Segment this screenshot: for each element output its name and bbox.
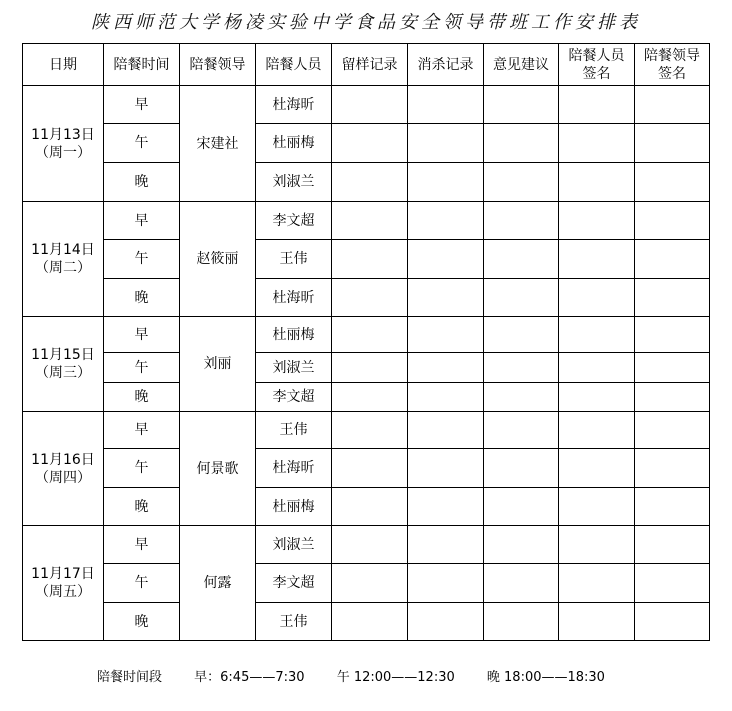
staff-cell: 杜丽梅 xyxy=(256,124,332,163)
header-suggestions: 意见建议 xyxy=(484,44,559,86)
header-date: 日期 xyxy=(23,44,104,86)
staff-signature-cell[interactable] xyxy=(559,564,635,603)
meal-time-cell: 晚 xyxy=(104,603,180,641)
meal-time-cell: 早 xyxy=(104,412,180,449)
meal-time-cell: 早 xyxy=(104,317,180,353)
leader-signature-cell[interactable] xyxy=(635,240,710,279)
sample-record-cell[interactable] xyxy=(332,488,408,526)
disinfection-record-cell[interactable] xyxy=(408,279,484,317)
suggestion-cell[interactable] xyxy=(484,279,559,317)
staff-signature-cell[interactable] xyxy=(559,488,635,526)
header-staff-signature: 陪餐人员 签名 xyxy=(559,44,635,86)
meal-time-cell: 晚 xyxy=(104,488,180,526)
leader-cell: 宋建社 xyxy=(180,86,256,202)
meal-time-cell: 晚 xyxy=(104,163,180,202)
header-leader: 陪餐领导 xyxy=(180,44,256,86)
staff-cell: 杜丽梅 xyxy=(256,317,332,353)
table-row xyxy=(23,488,710,526)
leader-signature-cell[interactable] xyxy=(635,86,710,124)
leader-cell: 何露 xyxy=(180,526,256,641)
sample-record-cell[interactable] xyxy=(332,202,408,240)
staff-signature-cell[interactable] xyxy=(559,279,635,317)
meal-time-cell: 午 xyxy=(104,353,180,383)
date-text: 11月15日 xyxy=(31,347,95,363)
disinfection-record-cell[interactable] xyxy=(408,240,484,279)
date-cell xyxy=(23,86,104,202)
header-staff: 陪餐人员 xyxy=(256,44,332,86)
meal-time-cell: 午 xyxy=(104,449,180,488)
staff-signature-cell[interactable] xyxy=(559,526,635,564)
date-text: 11月16日 xyxy=(31,451,95,468)
header-sample-record: 留样记录 xyxy=(332,44,408,86)
date-cell xyxy=(23,412,104,526)
table-row xyxy=(23,317,710,353)
sample-record-cell[interactable] xyxy=(332,86,408,124)
disinfection-record-cell[interactable] xyxy=(408,564,484,603)
disinfection-record-cell[interactable] xyxy=(408,412,484,449)
staff-signature-cell[interactable] xyxy=(559,163,635,202)
staff-signature-cell[interactable] xyxy=(559,603,635,641)
staff-signature-cell[interactable] xyxy=(559,317,635,353)
suggestion-cell[interactable] xyxy=(484,526,559,564)
schedule-table xyxy=(22,43,710,641)
meal-time-cell: 晚 xyxy=(104,383,180,412)
staff-cell: 王伟 xyxy=(256,412,332,449)
staff-cell: 杜海昕 xyxy=(256,449,332,488)
suggestion-cell[interactable] xyxy=(484,317,559,353)
sample-record-cell[interactable] xyxy=(332,240,408,279)
staff-cell: 刘淑兰 xyxy=(256,526,332,564)
table-row xyxy=(23,240,710,279)
staff-cell: 王伟 xyxy=(256,603,332,641)
leader-signature-cell[interactable] xyxy=(635,317,710,353)
sample-record-cell[interactable] xyxy=(332,124,408,163)
table-row xyxy=(23,412,710,449)
date-cell xyxy=(23,526,104,641)
table-row xyxy=(23,353,710,383)
weekday-text: （周三） xyxy=(35,365,91,381)
disinfection-record-cell[interactable] xyxy=(408,353,484,383)
disinfection-record-cell[interactable] xyxy=(408,202,484,240)
meal-time-cell: 早 xyxy=(104,86,180,124)
leader-signature-cell[interactable] xyxy=(635,449,710,488)
disinfection-record-cell[interactable] xyxy=(408,449,484,488)
footer-breakfast: 早：6:45——7:30 xyxy=(194,670,305,685)
meal-time-cell: 午 xyxy=(104,240,180,279)
staff-signature-cell[interactable] xyxy=(559,202,635,240)
date-text: 11月14日 xyxy=(31,242,95,258)
staff-cell: 杜海昕 xyxy=(256,86,332,124)
meal-time-cell: 午 xyxy=(104,564,180,603)
disinfection-record-cell[interactable] xyxy=(408,383,484,412)
sample-record-cell[interactable] xyxy=(332,279,408,317)
staff-signature-cell[interactable] xyxy=(559,240,635,279)
staff-cell: 杜海昕 xyxy=(256,279,332,317)
header-disinfection-record: 消杀记录 xyxy=(408,44,484,86)
table-row xyxy=(23,383,710,412)
table-row xyxy=(23,526,710,564)
meal-time-cell: 早 xyxy=(104,202,180,240)
suggestion-cell[interactable] xyxy=(484,202,559,240)
staff-signature-cell[interactable] xyxy=(559,86,635,124)
leader-cell: 刘丽 xyxy=(180,317,256,412)
leader-signature-cell[interactable] xyxy=(635,412,710,449)
staff-cell: 李文超 xyxy=(256,202,332,240)
sample-record-cell[interactable] xyxy=(332,564,408,603)
disinfection-record-cell[interactable] xyxy=(408,317,484,353)
table-row xyxy=(23,163,710,202)
leader-signature-cell[interactable] xyxy=(635,353,710,383)
disinfection-record-cell[interactable] xyxy=(408,124,484,163)
leader-signature-cell[interactable] xyxy=(635,526,710,564)
meal-time-cell: 早 xyxy=(104,526,180,564)
leader-signature-cell[interactable] xyxy=(635,279,710,317)
leader-signature-cell[interactable] xyxy=(635,124,710,163)
table-row xyxy=(23,603,710,641)
meal-time-footer xyxy=(97,666,605,685)
staff-signature-cell[interactable] xyxy=(559,383,635,412)
sample-record-cell[interactable] xyxy=(332,383,408,412)
leader-signature-cell[interactable] xyxy=(635,564,710,603)
disinfection-record-cell[interactable] xyxy=(408,526,484,564)
weekday-text: （周二） xyxy=(35,260,91,276)
leader-signature-cell[interactable] xyxy=(635,383,710,412)
page-title: 陕西师范大学杨凌实验中学食品安全领导带班工作安排表 xyxy=(91,12,641,33)
suggestion-cell[interactable] xyxy=(484,412,559,449)
leader-signature-cell[interactable] xyxy=(635,202,710,240)
staff-cell: 杜丽梅 xyxy=(256,488,332,526)
header-meal-time: 陪餐时间 xyxy=(104,44,180,86)
staff-cell: 李文超 xyxy=(256,383,332,412)
table-row xyxy=(23,202,710,240)
staff-cell: 李文超 xyxy=(256,564,332,603)
meal-time-cell: 晚 xyxy=(104,279,180,317)
leader-signature-cell[interactable] xyxy=(635,603,710,641)
suggestion-cell[interactable] xyxy=(484,383,559,412)
leader-cell: 赵筱丽 xyxy=(180,202,256,317)
staff-cell: 王伟 xyxy=(256,240,332,279)
suggestion-cell[interactable] xyxy=(484,564,559,603)
footer-lunch: 午 12:00——12:30 xyxy=(336,670,455,685)
meal-time-cell: 午 xyxy=(104,124,180,163)
staff-signature-cell[interactable] xyxy=(559,449,635,488)
suggestion-cell[interactable] xyxy=(484,488,559,526)
sample-record-cell[interactable] xyxy=(332,353,408,383)
weekday-text: （周四） xyxy=(35,469,91,486)
suggestion-cell[interactable] xyxy=(484,163,559,202)
disinfection-record-cell[interactable] xyxy=(408,86,484,124)
weekday-text: （周一） xyxy=(35,144,91,161)
leader-signature-cell[interactable] xyxy=(635,163,710,202)
staff-signature-cell[interactable] xyxy=(559,124,635,163)
table-row xyxy=(23,564,710,603)
date-cell xyxy=(23,317,104,412)
staff-cell: 刘淑兰 xyxy=(256,163,332,202)
date-cell xyxy=(23,202,104,317)
suggestion-cell[interactable] xyxy=(484,86,559,124)
disinfection-record-cell[interactable] xyxy=(408,163,484,202)
date-text: 11月13日 xyxy=(31,126,95,143)
table-row xyxy=(23,449,710,488)
date-text: 11月17日 xyxy=(31,566,95,582)
table-row xyxy=(23,86,710,124)
staff-cell: 刘淑兰 xyxy=(256,353,332,383)
table-row xyxy=(23,279,710,317)
header-leader-signature: 陪餐领导 签名 xyxy=(635,44,710,86)
suggestion-cell[interactable] xyxy=(484,124,559,163)
footer-label: 陪餐时间段 xyxy=(97,670,163,685)
sample-record-cell[interactable] xyxy=(332,163,408,202)
leader-cell: 何景歌 xyxy=(180,412,256,526)
weekday-text: （周五） xyxy=(35,584,91,600)
sample-record-cell[interactable] xyxy=(332,603,408,641)
staff-signature-cell[interactable] xyxy=(559,412,635,449)
sample-record-cell[interactable] xyxy=(332,412,408,449)
disinfection-record-cell[interactable] xyxy=(408,603,484,641)
sample-record-cell[interactable] xyxy=(332,526,408,564)
disinfection-record-cell[interactable] xyxy=(408,488,484,526)
suggestion-cell[interactable] xyxy=(484,353,559,383)
table-row xyxy=(23,124,710,163)
footer-dinner: 晚 18:00——18:30 xyxy=(486,670,605,685)
sample-record-cell[interactable] xyxy=(332,317,408,353)
leader-signature-cell[interactable] xyxy=(635,488,710,526)
sample-record-cell[interactable] xyxy=(332,449,408,488)
suggestion-cell[interactable] xyxy=(484,240,559,279)
header-row xyxy=(23,44,710,86)
staff-signature-cell[interactable] xyxy=(559,353,635,383)
suggestion-cell[interactable] xyxy=(484,449,559,488)
suggestion-cell[interactable] xyxy=(484,603,559,641)
